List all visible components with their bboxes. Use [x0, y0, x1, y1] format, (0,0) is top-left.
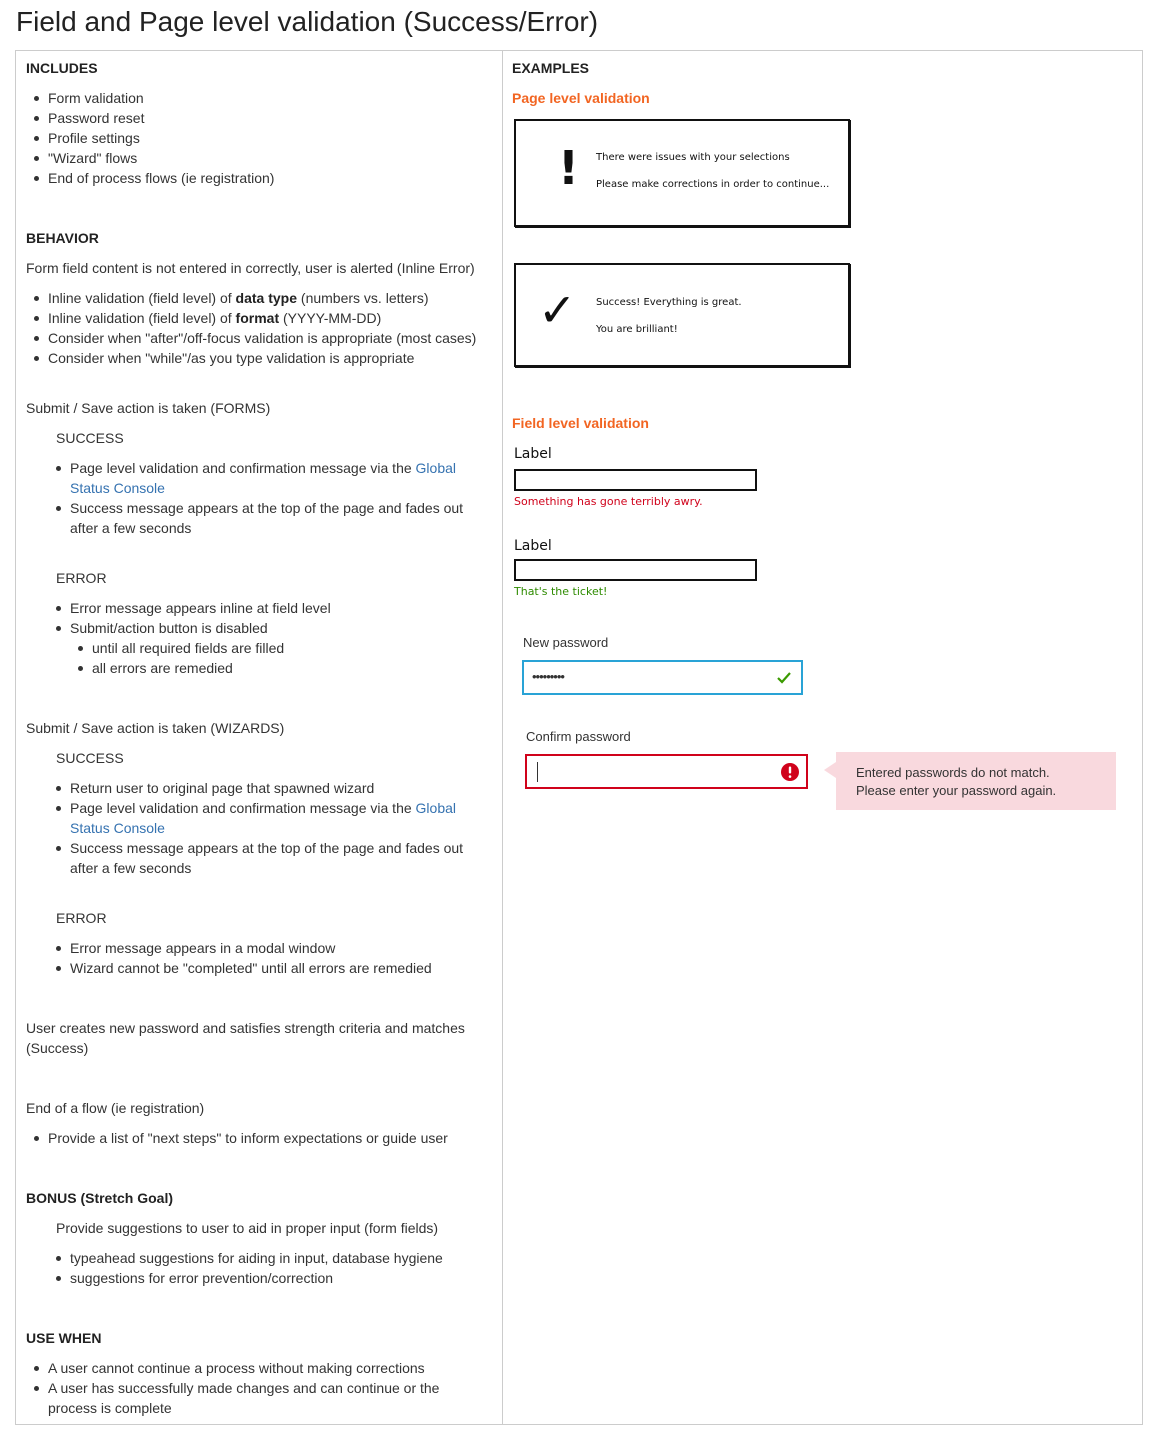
bonus-item: suggestions for error prevention/correction: [70, 1270, 334, 1286]
includes-item: Profile settings: [48, 130, 140, 146]
use-when-item-cont: process is complete: [48, 1400, 172, 1416]
forms-success-label: SUCCESS: [56, 430, 124, 446]
status-console-link[interactable]: Status Console: [70, 820, 165, 836]
behavior-item: Inline validation (field level) of format (YYYY-MM-DD): [48, 310, 382, 326]
behavior-item: Consider when "while"/as you type validation is appropriate: [48, 350, 415, 366]
wizards-success-item: Page level validation and confirmation message via the Global: [70, 800, 457, 816]
forms-error-subitem: until all required fields are filled: [92, 640, 285, 656]
new-password-value: •••••••••: [532, 669, 564, 684]
exclamation-icon: !: [558, 141, 579, 195]
forms-heading: Submit / Save action is taken (FORMS): [26, 400, 271, 416]
behavior-intro: Form field content is not entered in correctly, user is alerted (Inline Error): [26, 260, 475, 276]
confirm-password-label: Confirm password: [526, 729, 631, 744]
end-flow-item: Provide a list of "next steps" to inform expectations or guide user: [48, 1130, 448, 1146]
behavior-heading: BEHAVIOR: [26, 230, 99, 246]
use-when-heading: USE WHEN: [26, 1330, 102, 1346]
field-level-heading: Field level validation: [512, 415, 649, 431]
password-text: User creates new password and satisfies strength criteria and matches: [26, 1020, 465, 1036]
page-level-heading: Page level validation: [512, 90, 650, 106]
forms-error-item: Submit/action button is disabled: [70, 620, 268, 636]
wizards-error-item: Error message appears in a modal window: [70, 940, 336, 956]
includes-heading: INCLUDES: [26, 60, 98, 76]
includes-item: Password reset: [48, 110, 145, 126]
page-error-message-box: [514, 119, 850, 227]
includes-item: End of process flows (ie registration): [48, 170, 275, 186]
bonus-heading: BONUS (Stretch Goal): [26, 1190, 174, 1206]
forms-success-item: Page level validation and confirmation message via the Global: [70, 460, 457, 476]
wizards-success-label: SUCCESS: [56, 750, 124, 766]
behavior-item: Inline validation (field level) of data type (numbers vs. letters): [48, 290, 429, 306]
page-error-line1: There were issues with your selections: [596, 152, 790, 163]
end-flow-text: End of a flow (ie registration): [26, 1100, 205, 1116]
field1-error-text: Something has gone terribly awry.: [514, 495, 703, 508]
behavior-item: Consider when "after"/off-focus validation is appropriate (most cases): [48, 330, 477, 346]
page-title: Field and Page level validation (Success/Error): [16, 6, 599, 37]
includes-item: "Wizard" flows: [48, 150, 138, 166]
wizards-success-item-cont: after a few seconds: [70, 860, 192, 876]
column-divider: [502, 51, 503, 1424]
valid-check-icon: [777, 672, 791, 684]
content-table: [15, 50, 1143, 1425]
password-text-cont: (Success): [26, 1040, 89, 1056]
wizards-success-item: Return user to original page that spawned wizard: [70, 780, 375, 796]
field2-success-text: That's the ticket!: [514, 585, 608, 598]
forms-success-item: Success message appears at the top of the page and fades out: [70, 500, 464, 516]
global-link[interactable]: Global: [415, 460, 457, 476]
examples-heading: EXAMPLES: [512, 60, 590, 76]
forms-error-item: Error message appears inline at field level: [70, 600, 331, 616]
forms-error-subitem: all errors are remedied: [92, 660, 233, 676]
confirm-password-input[interactable]: [525, 754, 808, 789]
field2-input[interactable]: [514, 559, 757, 581]
forms-error-label: ERROR: [56, 570, 107, 586]
bonus-item: typeahead suggestions for aiding in input, database hygiene: [70, 1250, 443, 1266]
error-alert-icon: [781, 763, 799, 781]
field2-label: Label: [514, 538, 552, 554]
includes-item: Form validation: [48, 90, 144, 106]
use-when-item: A user has successfully made changes and can continue or the: [48, 1380, 440, 1396]
wizards-error-label: ERROR: [56, 910, 107, 926]
field1-input[interactable]: [514, 469, 757, 491]
page-success-line2: You are brilliant!: [596, 324, 678, 335]
forms-success-item-cont: after a few seconds: [70, 520, 192, 536]
checkmark-icon: ✓: [538, 283, 577, 337]
status-console-link[interactable]: Status Console: [70, 480, 165, 496]
use-when-item: A user cannot continue a process without making corrections: [48, 1360, 425, 1376]
wizards-success-item: Success message appears at the top of the page and fades out: [70, 840, 464, 856]
new-password-label: New password: [523, 635, 609, 650]
new-password-input[interactable]: [522, 660, 803, 695]
page-success-line1: Success! Everything is great.: [596, 297, 742, 308]
field1-label: Label: [514, 446, 552, 462]
wizards-heading: Submit / Save action is taken (WIZARDS): [26, 720, 285, 736]
page-success-message-box: [514, 263, 850, 367]
wizards-error-item: Wizard cannot be "completed" until all errors are remedied: [70, 960, 432, 976]
text-cursor: [537, 762, 538, 782]
password-mismatch-tooltip: [836, 752, 1116, 810]
tooltip-line1: Entered passwords do not match.: [856, 765, 1050, 780]
bonus-intro: Provide suggestions to user to aid in proper input (form fields): [56, 1220, 439, 1236]
global-link[interactable]: Global: [415, 800, 457, 816]
page-error-line2: Please make corrections in order to continue...: [596, 179, 830, 190]
tooltip-line2: Please enter your password again.: [856, 783, 1057, 798]
